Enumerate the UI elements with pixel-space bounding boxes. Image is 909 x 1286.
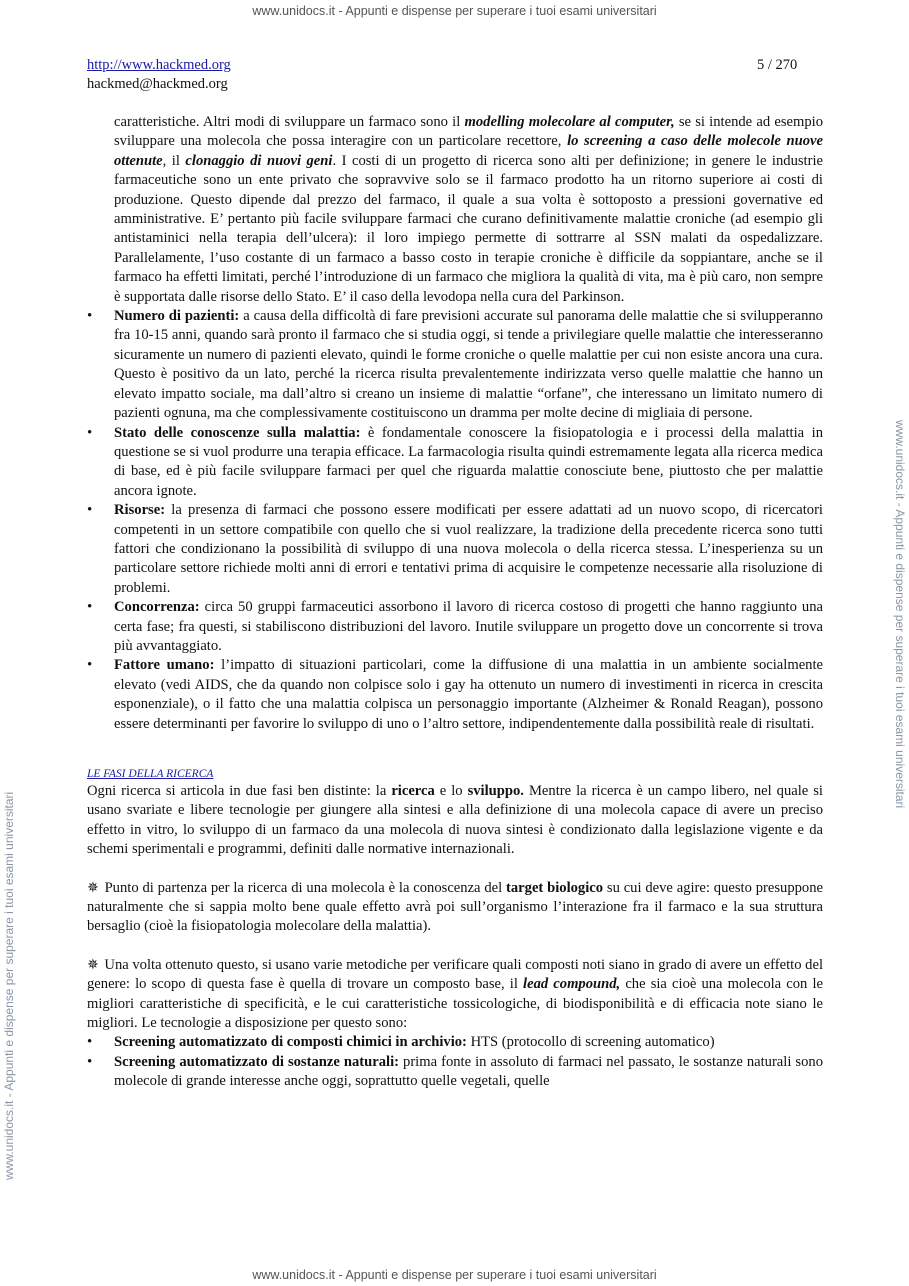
section-paragraph-3: ✵ Una volta ottenuto questo, si usano varie metodiche per verificare quali composti noti siano in grado di avere un effetto del genere: lo scopo di questa fase è quella di trovare un composto base, il lead compound, che sia cioè una molecola con le migliori caratteristiche di specificità, e le cui caratteristiche tossicologiche, di biodisponibilità e di efficacia note siano le migliori. Le tecnologie a disposizione per questo sono:: [87, 956, 823, 1032]
list-item: • Numero di pazienti: a causa della difficoltà di fare previsioni accurate sul panorama delle malattie che si svilupperanno fra 10-15 anni, quando sarà pronto il farmaco che si studia oggi, si tende a privilegiare quelle malattie che interesseranno sicuramente un numero di pazienti elevato, quindi le forme croniche o quelle malattie per cui non esiste ancora una cura. Questo è positivo da un lato, perché la ricerca risulta prevalentemente indirizzata verso quelle malattie che hanno un elevato impatto sociale, ma dall’altro si creano un insieme di malattie “orfane”, che interessano un limitato numero di pazienti ognuna, ma che complessivamente costituiscono un dramma per molte decine di migliaia di persone.: [87, 307, 823, 423]
header-email: hackmed@hackmed.org: [87, 76, 228, 92]
top-banner: www.unidocs.it - Appunti e dispense per superare i tuoi esami universitari: [252, 4, 657, 18]
list-item: • Stato delle conoscenze sulla malattia: è fondamentale conoscere la fisiopatologia e i processi della malattia in questione se si vuol produrre una terapia efficace. La farmacologia risulta quindi estremamente legata alla ricerca medica di base, ed è più facile sviluppare farmaci per quel che riguarda malattie conosciute bene, piuttosto che per malattie ancora ignote.: [87, 424, 823, 502]
section-paragraph-1: Ogni ricerca si articola in due fasi ben distinte: la ricerca e lo sviluppo. Mentre la ricerca è un campo libero, nel quale si usano svariate e libere tecnologie per giungere alla sintesi e alla definizione di una molecola capace di avere un preciso effetto in vitro, lo sviluppo di un farmaco da una molecola di nuova sintesi è condizionato dalla legislazione vigente e da schemi sperimentali e programmi, definiti dalle normative internazionali.: [87, 783, 823, 858]
bottom-banner: www.unidocs.it - Appunti e dispense per superare i tuoi esami universitari: [252, 1268, 657, 1282]
header-url-link[interactable]: http://www.hackmed.org: [87, 57, 231, 73]
star-bullet-icon: ✵: [87, 880, 99, 896]
list-item: • Screening automatizzato di composti chimici in archivio: HTS (protocollo di screening automatico): [87, 1033, 823, 1052]
screening-list: [87, 1033, 823, 1091]
section-paragraph-2: ✵ Punto di partenza per la ricerca di una molecola è la conoscenza del target biologico su cui deve agire: questo presuppone naturalmente che si sappia molto bene quale effetto avrà poi sull’organismo l’interazione fra il farmaco e la sua struttura bersaglio (cioè la fisiopatologia molecolare della malattia).: [87, 879, 823, 935]
factors-list: [87, 307, 823, 734]
right-side-banner: www.unidocs.it - Appunti e dispense per superare i tuoi esami universitari: [893, 420, 907, 809]
spacer: [87, 734, 823, 753]
section-title[interactable]: LE FASI DELLA RICERCA: [87, 768, 214, 780]
list-item: • Screening automatizzato di sostanze naturali: prima fonte in assoluto di farmaci nel passato, le sostanze naturali sono molecole di grande interesse anche oggi, soprattutto quelle vegetali, quelle: [87, 1053, 823, 1092]
list-item: • Concorrenza: circa 50 gruppi farmaceutici assorbono il lavoro di ricerca costoso di progetti che hanno raggiunto una certa fase; fra questi, si stabiliscono distribuzioni del lavoro. Inutile sviluppare un progetto dove un concorrente si trova più avvantaggiato.: [87, 598, 823, 656]
page-number: 5 / 270: [757, 57, 798, 73]
document-body: [87, 113, 823, 1092]
list-item: • Risorse: la presenza di farmaci che possono essere modificati per essere adattati ad un nuovo scopo, di ricercatori competenti in un settore compatibile con quello che si vuol realizzare, la tradizione della precedente ricerca sono tutti fattori che condizionano la possibilità di sviluppo di una nuova molecola o della ricerca stessa. L’inesperienza su un particolare settore richiede molti anni di errori e tentativi prima di acquisire le competenze necessarie alla risoluzione di problemi.: [87, 501, 823, 598]
spacer: [87, 860, 823, 879]
star-bullet-icon: ✵: [87, 957, 99, 973]
spacer: [87, 937, 823, 956]
list-item: • Fattore umano: l’impatto di situazioni particolari, come la diffusione di una malattia in un ambiente socialmente elevato (vedi AIDS, che da quando non colpisce solo i gay ha ottenuto un numero di investimenti in ricerca in crescita esponenziale), o il fatto che una malattia colpisca un personaggio importante (Alzheimer & Ronald Reagan), possono essere determinanti per favorire lo sviluppo di uno o l’altro settore, indipendentemente dalla possibilità reale di risultati.: [87, 656, 823, 734]
intro-paragraph: caratteristiche. Altri modi di sviluppare un farmaco sono il modelling molecolare al computer, se si intende ad esempio sviluppare una molecola che possa interagire con un particolare recettore, lo screening a caso delle molecole nuove ottenute, il clonaggio di nuovi geni. I costi di un progetto di ricerca sono alti per definizione; in genere le industrie farmaceutiche sono un ente privato che sopravvive solo se il farmaco prodotto ha un ritorno superiore ai costi di produzione. Questo dipende dal prezzo del farmaco, il quale a sua volta è sottoposto a pressioni governative ed amministrative. E’ pertanto più facile sviluppare farmaci che curano definitivamente malattie croniche (ad esempio gli antistaminici nella terapia dell’ulcera): il loro impiego permette di sottrarre al SSN malati da ospedalizzare. Parallelamente, l’uso costante di un farmaco a basso costo in terapie croniche è difficile da soppiantare, anche se il farmaco ha effetti limitati, perché l’introduzione di un farmaco che migliora la qualità di vita, ma è più caro, non sempre è supportata dalle risorse dello Stato. E’ il caso della levodopa nella cura del Parkinson.: [114, 114, 824, 305]
left-side-banner: www.unidocs.it - Appunti e dispense per superare i tuoi esami universitari: [2, 791, 16, 1180]
